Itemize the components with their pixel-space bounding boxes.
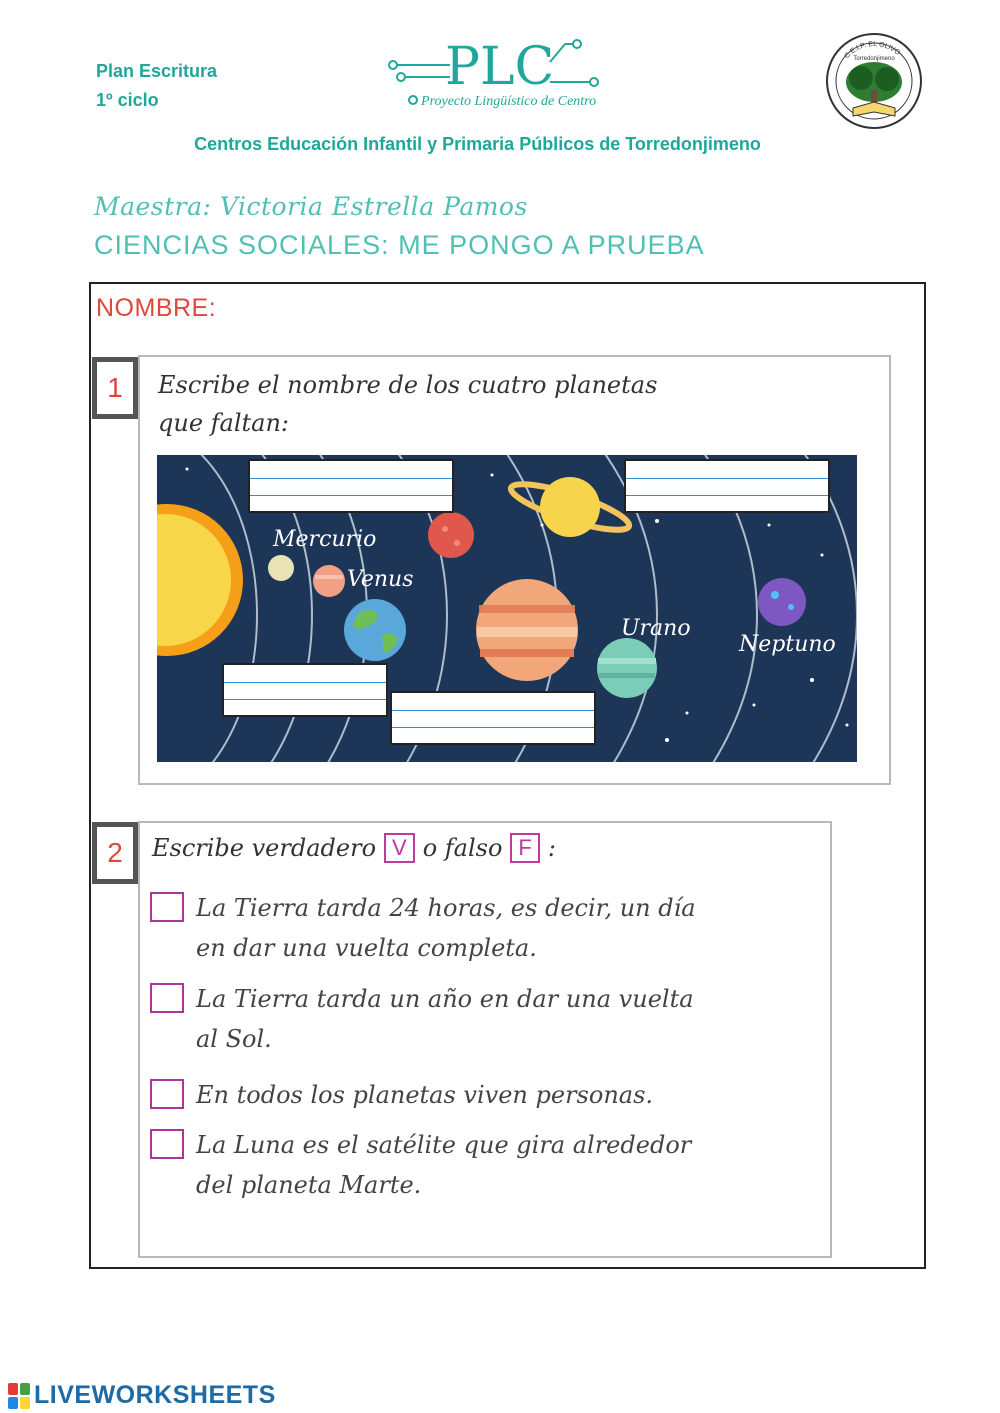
- plan-line-1: Plan Escritura: [96, 61, 218, 81]
- tf-checkbox-2[interactable]: [150, 983, 184, 1013]
- tf-checkbox-4[interactable]: [150, 1129, 184, 1159]
- tf-item-4-line-2: del planeta Marte.: [196, 1171, 422, 1199]
- section-1-instruction-line-1: Escribe el nombre de los cuatro planetas: [158, 371, 658, 399]
- tf-item-4: [150, 1125, 790, 1205]
- school-seal: [823, 32, 925, 130]
- liveworksheets-footer: [8, 1381, 276, 1410]
- plc-logo-subtitle: Proyecto Lingüístico de Centro: [421, 94, 597, 109]
- plan-escritura: [96, 57, 217, 115]
- centros-title: Centros Educación Infantil y Primaria Públicos de Torredonjimeno: [194, 134, 761, 154]
- tf-item-2: [150, 979, 790, 1059]
- answer-box-2[interactable]: [624, 459, 830, 513]
- tf-item-4-line-1: La Luna es el satélite que gira alrededor: [196, 1131, 692, 1159]
- plc-logo: [385, 32, 620, 117]
- instruction-suffix: :: [547, 834, 556, 862]
- tf-item-2-line-2: al Sol.: [196, 1025, 272, 1053]
- answer-box-3[interactable]: [222, 663, 388, 717]
- answer-box-1[interactable]: [248, 459, 454, 513]
- answer-box-4[interactable]: [390, 691, 596, 745]
- false-letter-box: F: [510, 833, 539, 863]
- liveworksheets-brand: LIVEWORKSHEETS: [34, 1381, 276, 1409]
- tf-item-3: [150, 1075, 790, 1115]
- tf-item-3-text: [196, 1075, 776, 1115]
- tf-checkbox-3[interactable]: [150, 1079, 184, 1109]
- instruction-middle: o falso: [422, 834, 503, 862]
- section-2-number: 2: [92, 822, 138, 884]
- plan-line-2: 1º ciclo: [96, 90, 159, 110]
- tf-checkbox-1[interactable]: [150, 892, 184, 922]
- nombre-label: NOMBRE:: [96, 294, 217, 322]
- section-1-number: 1: [92, 357, 138, 419]
- teacher-name: Maestra: Victoria Estrella Pamos: [94, 192, 528, 221]
- label-mercurio: Mercurio: [273, 527, 377, 552]
- tf-item-2-text: [196, 979, 776, 1059]
- tf-item-1-text: [196, 888, 776, 968]
- seal-text-top: C.E.I.P. EL OLIVO: [843, 40, 902, 61]
- tf-item-3-line-1: En todos los planetas viven personas.: [196, 1081, 654, 1109]
- plc-logo-text: PLC: [445, 37, 555, 97]
- subject-title: CIENCIAS SOCIALES: ME PONGO A PRUEBA: [94, 230, 705, 260]
- label-neptuno: Neptuno: [739, 632, 836, 657]
- label-venus: Venus: [347, 567, 414, 592]
- section-1-instruction-line-2: que faltan:: [158, 409, 290, 437]
- section-2-instruction: [152, 833, 556, 863]
- section-1-instruction: [158, 366, 758, 442]
- label-urano: Urano: [621, 616, 691, 641]
- tf-item-2-line-1: La Tierra tarda un año en dar una vuelta: [196, 985, 694, 1013]
- instruction-prefix: Escribe verdadero: [152, 834, 377, 862]
- tf-item-4-text: [196, 1125, 776, 1205]
- liveworksheets-logo-icon: [8, 1383, 30, 1409]
- seal-text-bottom: Torredonjimeno: [853, 56, 895, 62]
- tf-item-1: [150, 888, 790, 968]
- tf-item-1-line-2: en dar una vuelta completa.: [196, 934, 537, 962]
- tf-item-1-line-1: La Tierra tarda 24 horas, es decir, un día: [196, 894, 696, 922]
- true-letter-box: V: [384, 833, 415, 863]
